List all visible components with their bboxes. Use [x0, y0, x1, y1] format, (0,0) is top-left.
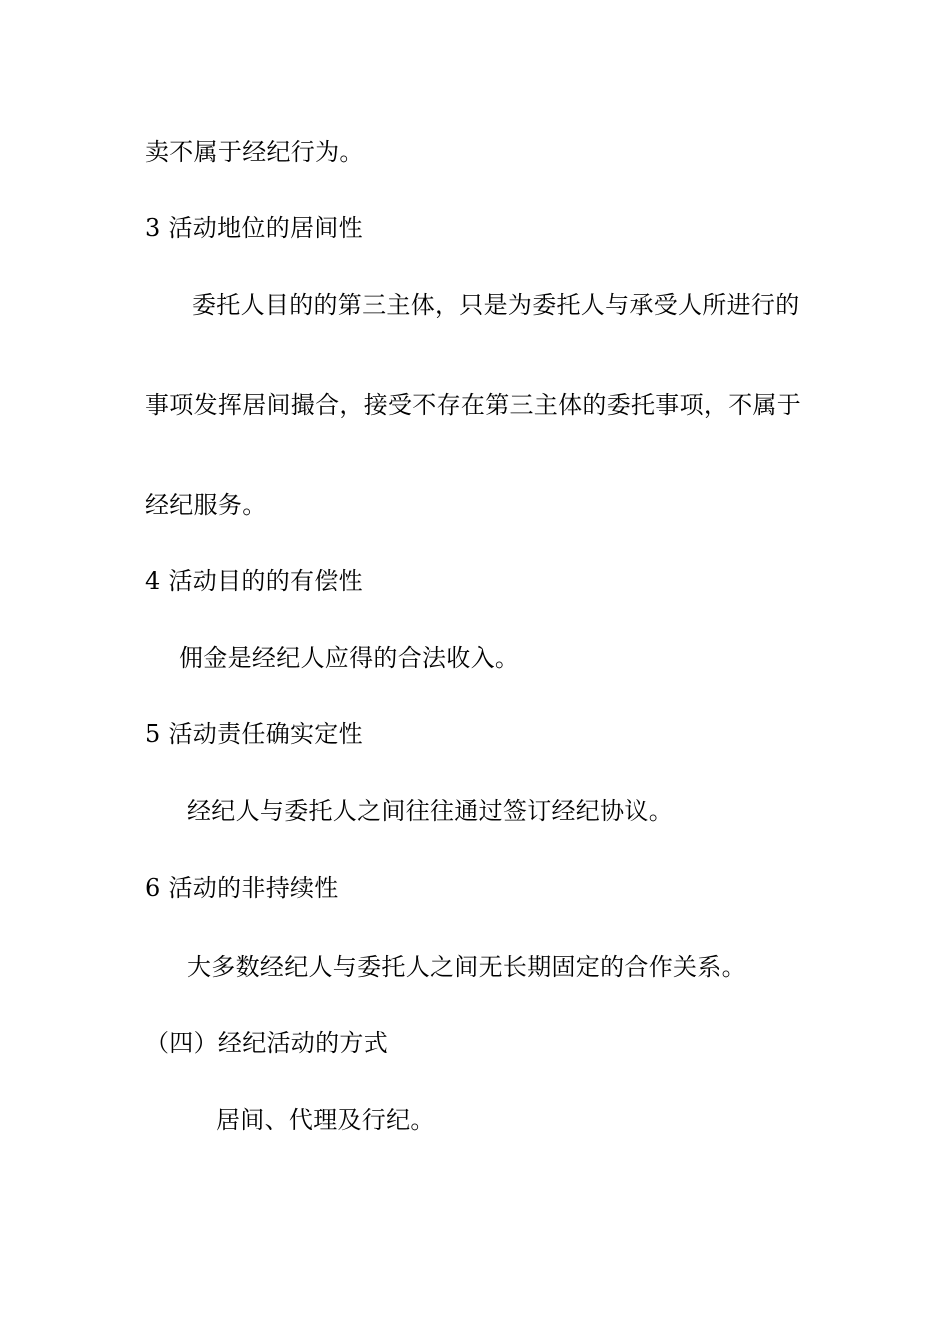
heading-6-non-continuity: 6 活动的非持续性	[145, 874, 339, 902]
section-heading-4-methods: （四）经纪活动的方式	[145, 1029, 388, 1057]
paragraph-continuation: 卖不属于经纪行为。	[145, 138, 364, 166]
paragraph-line: 事项发挥居间撮合，接受不存在第三主体的委托事项，不属于	[145, 391, 802, 419]
paragraph-line: 经纪服务。	[145, 491, 267, 519]
heading-4-paid-purpose: 4 活动目的的有偿性	[145, 567, 363, 595]
paragraph-line: 委托人目的的第三主体，只是为委托人与承受人所进行的	[192, 291, 800, 319]
paragraph-line: 经纪人与委托人之间往往通过签订经纪协议。	[187, 797, 673, 825]
heading-5-responsibility: 5 活动责任确实定性	[145, 720, 363, 748]
paragraph-line: 居间、代理及行纪。	[216, 1106, 435, 1134]
heading-3-intermediary-status: 3 活动地位的居间性	[145, 214, 363, 242]
paragraph-line: 佣金是经纪人应得的合法收入。	[179, 644, 520, 672]
paragraph-line: 大多数经纪人与委托人之间无长期固定的合作关系。	[187, 953, 746, 981]
